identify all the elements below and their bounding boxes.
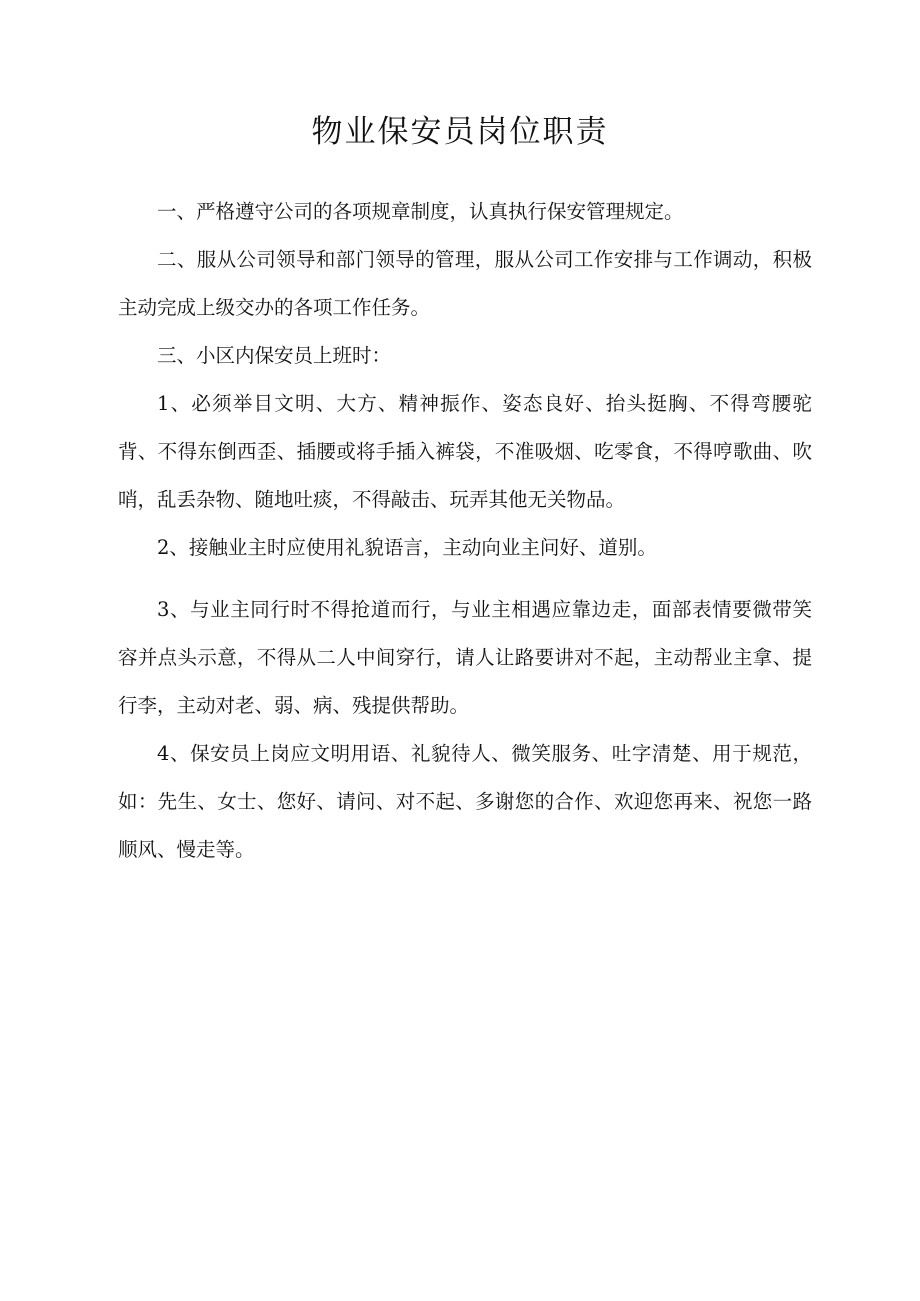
paragraph-item-4: 4、保安员上岗应文明用语、礼貌待人、微笑服务、吐字清楚、用于规范，如：先生、女士、您好、请问、对不起、多谢您的合作、欢迎您再来、祝您一路顺风、慢走等。: [118, 742, 812, 861]
document-title: 物业保安员岗位职责: [311, 114, 609, 150]
paragraph-item-1: 1、必须举目文明、大方、精神振作、姿态良好、抬头挺胸、不得弯腰驼背、不得东倒西歪、插腰或将手插入裤袋，不准吸烟、吃零食，不得哼歌曲、吹哨，乱丢杂物、随地吐痰，不得敲击、玩弄其他无关物品。: [118, 392, 812, 511]
paragraph-3: 三、小区内保安员上班时：: [157, 344, 392, 367]
document-body: [118, 188, 812, 874]
paragraph-1: 一、严格遵守公司的各项规章制度，认真执行保安管理规定。: [157, 200, 684, 223]
paragraph-item-3: 3、与业主同行时不得抢道而行，与业主相遇应靠边走，面部表情要微带笑容并点头示意，不得从二人中间穿行，请人让路要讲对不起，主动帮业主拿、提行李，主动对老、弱、病、残提供帮助。: [118, 598, 812, 717]
paragraph-2: 二、服从公司领导和部门领导的管理，服从公司工作安排与工作调动，积极主动完成上级交办的各项工作任务。: [118, 248, 812, 319]
paragraph-item-2: 2、接触业主时应使用礼貌语言，主动向业主问好、道别。: [157, 536, 657, 559]
paragraph-spacer: [118, 572, 812, 586]
